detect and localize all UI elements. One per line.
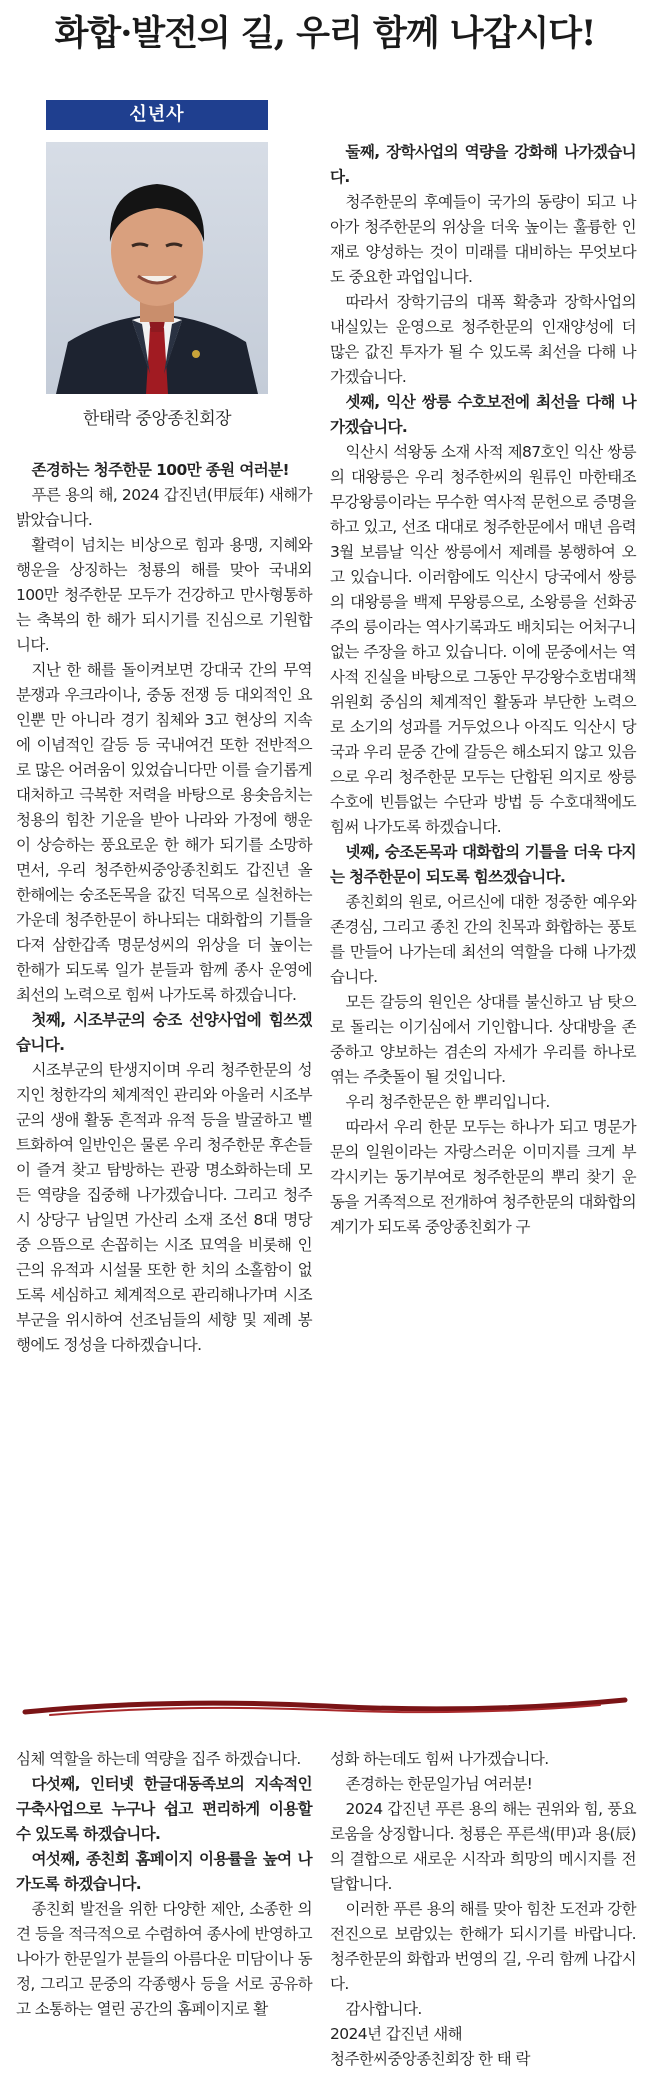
paragraph: 우리 청주한문은 한 뿌리입니다.	[345, 1093, 550, 1111]
paragraph: 청주한문의 후예들이 국가의 동량이 되고 나아가 청주한문의 위상을 더욱 높이는 훌륭한 인재로 양성하는 것이 미래를 대비하는 무엇보다도 중요한 과업입니다.	[330, 193, 636, 286]
photo-caption: 한태락 중앙종친회장	[82, 409, 232, 429]
paragraph: 여섯째, 종친회 홈페이지 이용률을 높여 나가도록 하겠습니다.	[16, 1850, 312, 1893]
paragraph: 감사합니다.	[345, 2000, 422, 2018]
section-badge: 신년사	[46, 100, 268, 130]
paragraph: 셋째, 익산 쌍릉 수호보전에 최선을 다해 나가겠습니다.	[330, 393, 636, 436]
paragraph: 푸른 용의 해, 2024 갑진년(甲辰年) 새해가 밝았습니다.	[16, 486, 312, 529]
paragraph: 활력이 넘치는 비상으로 힘과 용맹, 지혜와 행운을 상징하는 청룡의 해를 맞아 국내외 100만 청주한문 모두가 건강하고 만사형통하는 축복의 한 해가 되시기를 진심으로 기원합니다.	[16, 536, 312, 654]
column-right-bottom	[330, 1747, 636, 2072]
signature-name: 청주한씨중앙종친회장 한 태 락	[330, 2050, 530, 2068]
paragraph: 첫째, 시조부군의 숭조 선양사업에 힘쓰겠습니다.	[16, 1011, 312, 1054]
paragraph: 심체 역할을 하는데 역량을 집주 하겠습니다.	[16, 1750, 301, 1768]
paragraph: 시조부군의 탄생지이며 우리 청주한문의 성지인 청한각의 체계적인 관리와 아울러 시조부군의 생애 활동 흔적과 유적 등을 발굴하고 벨트화하여 일반인은 물론 우리 청주한문 후손들이 즐겨 찾고 탐방하는 관광 명소화하는데 모든 역량을 집중해 나가겠습니다. 그리고 청주시 상당구 남일면 가산리 소재 조선 8대 명당 중 으뜸으로 손꼽히는 시조 묘역을 비롯해 인근의 유적과 시설물 또한 한 치의 소홀함이 없도록 세심하고 체계적으로 관리해나가며 시조부군을 위시하여 선조님들의 세향 및 제례 봉행에도 정성을 다하겠습니다.	[16, 1061, 312, 1354]
portrait-illustration	[46, 142, 268, 394]
paragraph: 이러한 푸른 용의 해를 맞아 힘찬 도전과 강한 전진으로 보람있는 한해가 되시기를 바랍니다. 청주한문의 화합과 번영의 길, 우리 함께 나갑시다.	[330, 1900, 636, 1993]
paragraph: 넷째, 숭조돈목과 대화합의 기틀을 더욱 다지는 청주한문이 되도록 힘쓰겠습니다.	[330, 843, 636, 886]
paragraph: 존경하는 한문일가님 여러분!	[345, 1775, 533, 1793]
paragraph: 따라서 우리 한문 모두는 하나가 되고 명문가문의 일원이라는 자랑스러운 이미지를 크게 부각시키는 동기부여로 청주한문의 뿌리 찾기 운동을 거족적으로 전개하여 청주한문의 대화합의 계기가 되도록 중앙종친회가 구	[330, 1118, 636, 1236]
column-right-top	[330, 140, 636, 1240]
paragraph: 익산시 석왕동 소재 사적 제87호인 익산 쌍릉의 대왕릉은 우리 청주한씨의 원류인 마한태조무강왕릉이라는 무수한 역사적 문헌으로 증명을 하고 있고, 선조 대대로 청주한문에서 매년 음력 3월 보름날 익산 쌍릉에서 제례를 봉행하여 오고 있습니다. 이러함에도 익산시 당국에서 쌍릉의 대왕릉을 백제 무왕릉으로, 소왕릉을 선화공주의 릉이라는 역사기록과도 배치되는 어처구니없는 주장을 하고 있습니다. 이에 문중에서는 역사적 진실을 바탕으로 그동안 무강왕수호범대책위원회 중심의 체계적인 활동과 부단한 노력으로 소기의 성과를 거두었으나 아직도 익산시 당국과 우리 문중 간에 갈등은 해소되지 않고 있음으로 우리 청주한문 모두는 단합된 의지로 쌍릉수호에 빈틈없는 수단과 방법 등 수호대책에도 힘써 나가도록 하겠습니다.	[330, 443, 636, 836]
paragraph: 성화 하는데도 힘써 나가겠습니다.	[330, 1750, 549, 1768]
paragraph: 존경하는 청주한문 100만 종원 여러분!	[31, 461, 289, 479]
decorative-divider	[20, 1692, 630, 1722]
paragraph: 모든 갈등의 원인은 상대를 불신하고 남 탓으로 돌리는 이기심에서 기인합니다. 상대방을 존중하고 양보하는 겸손의 자세가 우리를 하나로 엮는 주춧돌이 될 것입니다.	[330, 993, 636, 1086]
paragraph: 지난 한 해를 돌이켜보면 강대국 간의 무역 분쟁과 우크라이나, 중동 전쟁 등 대외적인 요인뿐 만 아니라 경기 침체와 3고 현상의 지속에 이념적인 갈등 등 국내여건 또한 전반적으로 많은 어려움이 있었습니다만 이를 슬기롭게 대처하고 극복한 저력을 바탕으로 용솟음치는 청용의 힘찬 기운을 받아 나라와 가정에 행운이 상승하는 풍요로운 한 해가 되기를 소망하면서, 우리 청주한씨중앙종친회도 갑진년 올 한해에는 숭조돈목을 값진 덕목으로 실천하는 가운데 청주한문이 하나되는 대화합의 기틀을 다져 삼한갑족 명문성씨의 위상을 더 높이는 한해가 되도록 일가 분들과 함께 종사 운영에 최선의 노력으로 힘써 나가도록 하겠습니다.	[16, 661, 312, 1004]
paragraph: 종친회 발전을 위한 다양한 제안, 소종한 의견 등을 적극적으로 수렴하여 종사에 반영하고 나아가 한문일가 분들의 아름다운 미담이나 동정, 그리고 문중의 각종행사 등을 서로 공유하고 소통하는 열린 공간의 홈페이지로 활	[16, 1900, 312, 2018]
column-left-top	[16, 458, 312, 1358]
signature-date: 2024년 갑진년 새해	[330, 2025, 462, 2043]
paragraph: 둘째, 장학사업의 역량을 강화해 나가겠습니다.	[330, 143, 636, 186]
column-left-bottom	[16, 1747, 312, 2022]
paragraph: 2024 갑진년 푸른 용의 해는 권위와 힘, 풍요로움을 상징합니다. 청룡은 푸른색(甲)과 용(辰)의 결합으로 새로운 시작과 희망의 메시지를 전달합니다.	[330, 1800, 636, 1893]
paragraph: 종친회의 원로, 어르신에 대한 정중한 예우와 존경심, 그리고 종친 간의 친목과 화합하는 풍토를 만들어 나가는데 최선의 역할을 다해 나가겠습니다.	[330, 893, 636, 986]
headline: 화합·발전의 길, 우리 함께 나갑시다!	[54, 13, 596, 54]
paragraph: 따라서 장학기금의 대폭 확충과 장학사업의 내실있는 운영으로 청주한문의 인재양성에 더 많은 값진 투자가 될 수 있도록 최선을 다해 나가겠습니다.	[330, 293, 636, 386]
portrait-photo	[46, 142, 268, 394]
paragraph: 다섯째, 인터넷 한글대동족보의 지속적인 구축사업으로 누구나 쉽고 편리하게 이용할 수 있도록 하겠습니다.	[16, 1775, 312, 1843]
